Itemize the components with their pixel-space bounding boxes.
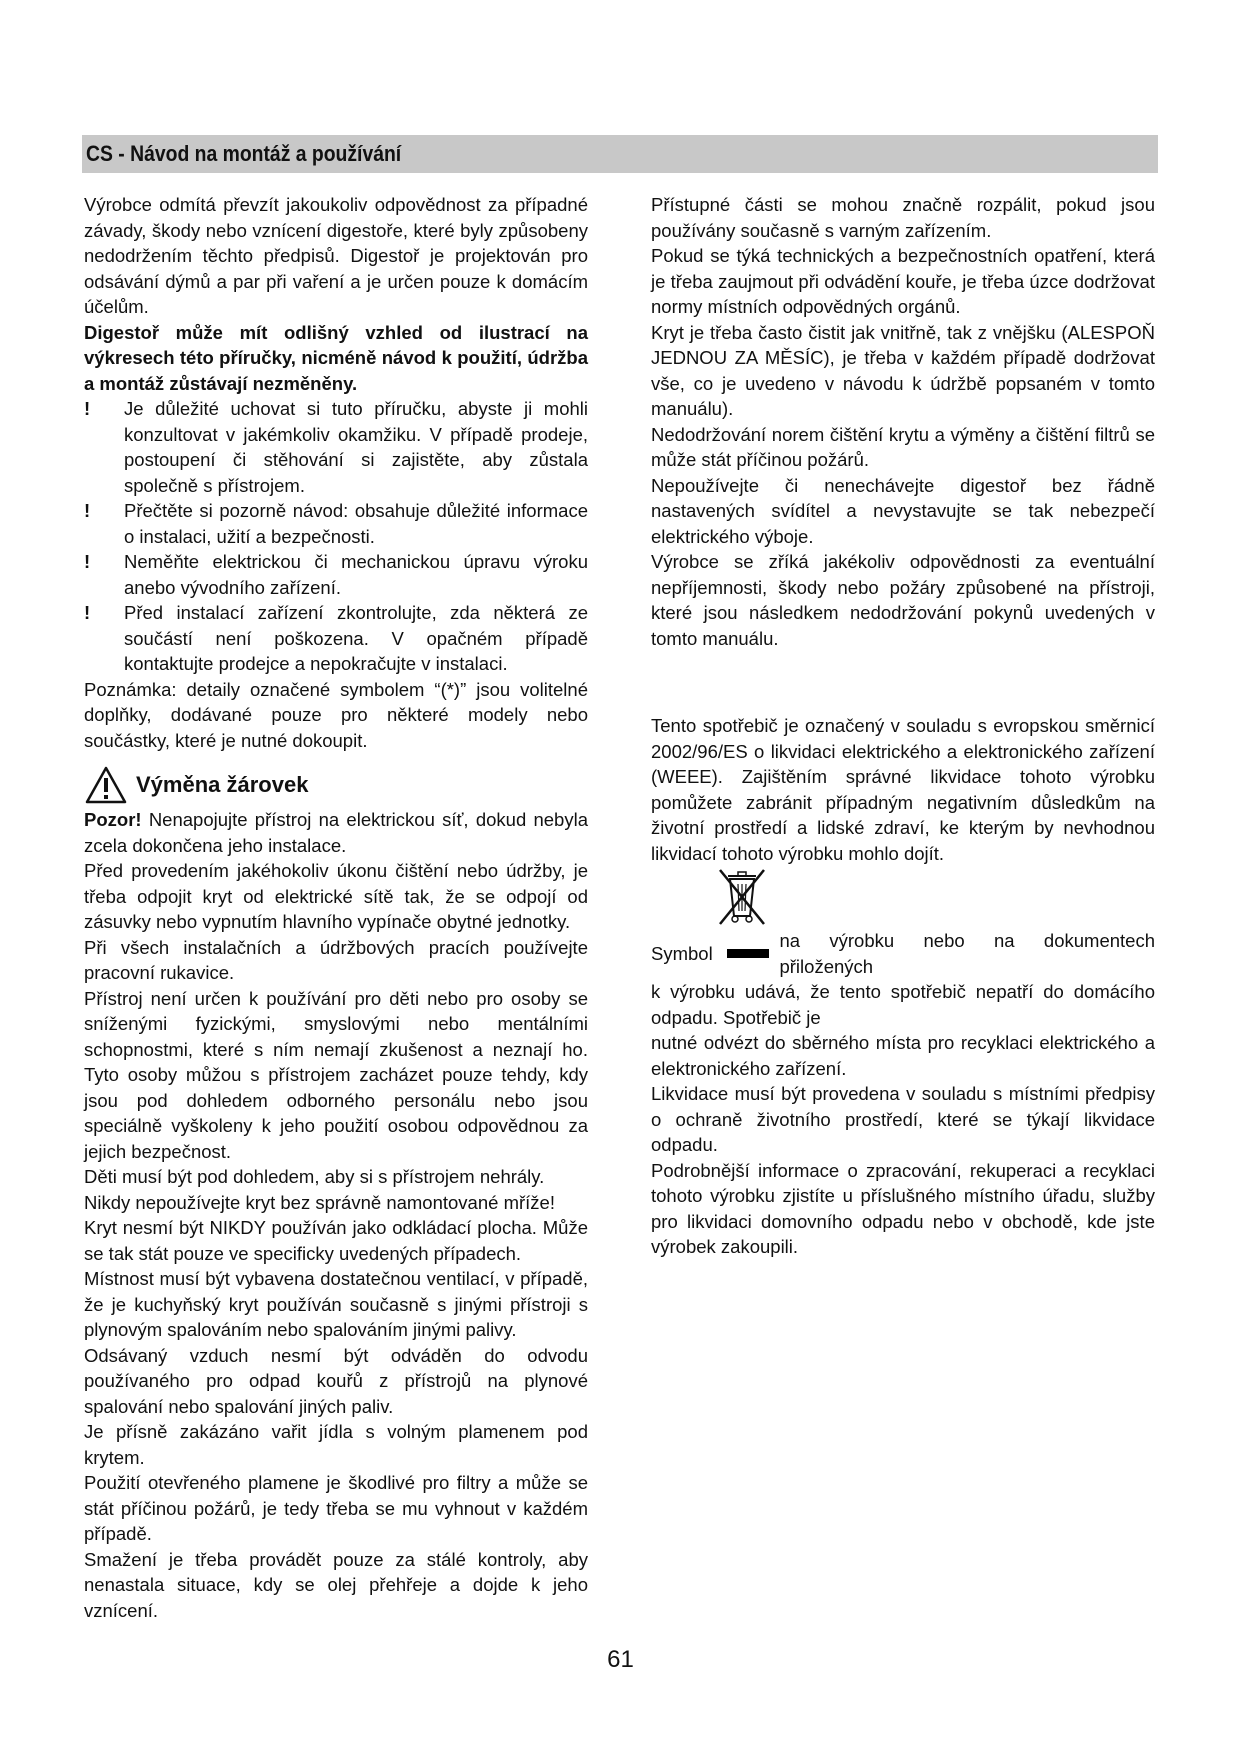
page-number: 61: [607, 1646, 634, 1673]
intro-paragraph: Výrobce odmítá převzít jakoukoliv odpovědnost za případné závady, škody nebo vznícení digestoře, které byly způsobeny nedodržením těchto předpisů. Digestoř je projektován pro odsávání dýmů a par při vaření a je určen pouze k domácím účelům.: [84, 194, 588, 317]
paragraph: Je přísně zakázáno vařit jídla s volným plamenem pod krytem.: [84, 1421, 588, 1468]
symbol-word: Symbol: [651, 942, 713, 964]
bullet-text: Před instalací zařízení zkontrolujte, zda některá ze součástí není poškozena. V opačném případě kontaktujte prodejce a nepokračujte v instalaci.: [124, 602, 588, 674]
symbol-line: [651, 928, 1155, 979]
bullet-item: [84, 498, 588, 549]
symbol-text: na výrobku nebo na dokumentech přiložených: [779, 930, 1155, 977]
paragraph: Přístroj není určen k používání pro děti nebo pro osoby se sníženými fyzickými, smyslovými nebo mentálními schopnostmi, které s ním nemají zkušenost a neznají ho. Tyto osoby můžou s přístrojem zacházet pouze tehdy, kdy jsou pod dohledem odborného personálu nebo jsou speciálně vyškoleny k jeho použití osobou odpovědnou za jejich bezpečnost.: [84, 987, 588, 1162]
paragraph: Pokud se týká technických a bezpečnostních opatření, která je třeba zaujmout při odvádění kouře, je třeba úzce dodržovat normy místních odpovědných orgánů.: [651, 245, 1155, 317]
right-column: [651, 192, 1155, 1260]
paragraph: Nepoužívejte či nenechávejte digestoř bez řádně nastavených svídítel a nevystavujte se tak nebezpečí elektrického výboje.: [651, 474, 1155, 547]
paragraph: Při všech instalačních a údržbových pracích používejte pracovní rukavice.: [84, 936, 588, 983]
bullet-mark: !: [84, 551, 91, 572]
left-column: [84, 192, 588, 1623]
weee-intro-paragraph: Tento spotřebič je označený v souladu s evropskou směrnicí 2002/96/ES o likvidaci elektrického a elektronického zařízení (WEEE). Zajištěním správné likvidace tohoto výrobku pomůžete zabránit případným negativním důsledkům na životní prostředí a lidské zdraví, ke kterým by nevhodnou likvidací tohoto výrobku mohlo dojít.: [651, 715, 1155, 864]
warning-text: Nenapojujte přístroj na elektrickou síť, dokud nebyla zcela dokončena jeho instalace.: [84, 809, 588, 856]
weee-symbol-area: [651, 866, 1155, 928]
warning-paragraph: [84, 807, 588, 858]
bullet-text: Neměňte elektrickou či mechanickou úpravu výroku anebo vývodního zařízení.: [124, 551, 588, 598]
paragraph: Před provedením jakéhokoliv úkonu čištění nebo údržby, je třeba odpojit kryt od elektrické sítě tak, že se odpojí od zásuvky nebo vypnutím hlavního vypínače obytné jednotky.: [84, 860, 588, 932]
bullet-text: Přečtěte si pozorně návod: obsahuje důležité informace o instalaci, užití a bezpečnosti.: [124, 500, 588, 547]
section-heading: [84, 765, 588, 805]
warning-triangle-icon: [84, 765, 128, 805]
paragraph: Nedodržování norem čištění krytu a výměny a čištění filtrů se může stát příčinou požárů.: [651, 423, 1155, 470]
paragraph: Odsávaný vzduch nesmí být odváděn do odvodu používaného pro odpad kouřů z přístrojů na plynové spalování nebo spalování jiných paliv.: [84, 1344, 588, 1417]
bullet-text: Je důležité uchovat si tuto příručku, abyste ji mohli konzultovat v jakémkoliv okamžiku. V případě prodeje, postoupení či stěhování si zajistěte, aby zůstala společně s přístrojem.: [124, 398, 588, 496]
crossed-bin-icon: [714, 866, 770, 928]
paragraph: Kryt nesmí být NIKDY používán jako odkládací plocha. Může se tak stát pouze ve specificky uvedených případech.: [84, 1217, 588, 1264]
paragraph: Nikdy nepoužívejte kryt bez správně namontované mříže!: [84, 1191, 555, 1213]
bullet-item: [84, 600, 588, 677]
bullet-item: [84, 396, 588, 498]
section-title: Výměna žárovek: [136, 772, 309, 798]
paragraph: Podrobnější informace o zpracování, rekuperaci a recyklaci tohoto výrobku zjistíte u příslušného místního úřadu, služby pro likvidaci domovního odpadu nebo v obchodě, kde jste výrobek zakoupili.: [651, 1159, 1155, 1257]
warning-label: Pozor!: [84, 809, 142, 830]
paragraph: Výrobce se zříká jakékoliv odpovědnosti za eventuální nepříjemnosti, škody nebo požáry způsobené na přístroji, které jsou následkem nedodržování pokynů uvedených v tomto manuálu.: [651, 551, 1155, 649]
paragraph: nutné odvézt do sběrného místa pro recyklaci elektrického a elektronického zařízení.: [651, 1032, 1155, 1079]
page-title: CS - Návod na montáž a používání: [86, 141, 402, 166]
paragraph: Použití otevřeného plamene je škodlivé pro filtry a může se stát příčinou požárů, je tedy třeba se mu vyhnout v každém případě.: [84, 1472, 588, 1544]
bullet-mark: !: [84, 398, 91, 419]
black-bar-symbol-icon: [727, 949, 770, 958]
paragraph: Přístupné části se mohou značně rozpálit, pokud jsou používány současně s varným zařízením.: [651, 194, 1155, 241]
paragraph: Místnost musí být vybavena dostatečnou ventilací, v případě, že je kuchyňský kryt používán současně s jinými přístroji s plynovým spalováním nebo spalováním jinými palivy.: [84, 1268, 588, 1340]
bullet-mark: !: [84, 500, 91, 521]
bold-note: Digestoř může mít odlišný vzhled od ilustrací na výkresech této příručky, nicméně návod k použití, údržba a montáž zůstávají nezměněny.: [84, 321, 588, 394]
paragraph: Smažení je třeba provádět pouze za stálé kontroly, aby nenastala situace, kdy se olej přehřeje a dojde k jeho vznícení.: [84, 1548, 588, 1621]
paragraph: Kryt je třeba často čistit jak vnitřně, tak z vnějšku (ALESPOŇ JEDNOU ZA MĚSÍC), je třeba v každém případě dodržovat vše, co je uvedeno v návodu k údržbě popsaném v tomto manuálu).: [651, 321, 1155, 419]
paragraph: k výrobku udává, že tento spotřebič nepatří do domácího odpadu. Spotřebič je: [651, 981, 1155, 1028]
section-header-bar: [82, 135, 1158, 173]
spacer: [651, 651, 1155, 713]
bullet-mark: !: [84, 602, 91, 623]
note-paragraph: Poznámka: detaily označené symbolem “(*)” jsou volitelné doplňky, dodávané pouze pro některé modely nebo součástky, které je nutné dokoupit.: [84, 678, 588, 751]
paragraph: Děti musí být pod dohledem, aby si s přístrojem nehrály.: [84, 1166, 545, 1187]
bullet-item: [84, 549, 588, 600]
paragraph: Likvidace musí být provedena v souladu s místními předpisy o ochraně životního prostředí, které se týkají likvidace odpadu.: [651, 1083, 1155, 1155]
